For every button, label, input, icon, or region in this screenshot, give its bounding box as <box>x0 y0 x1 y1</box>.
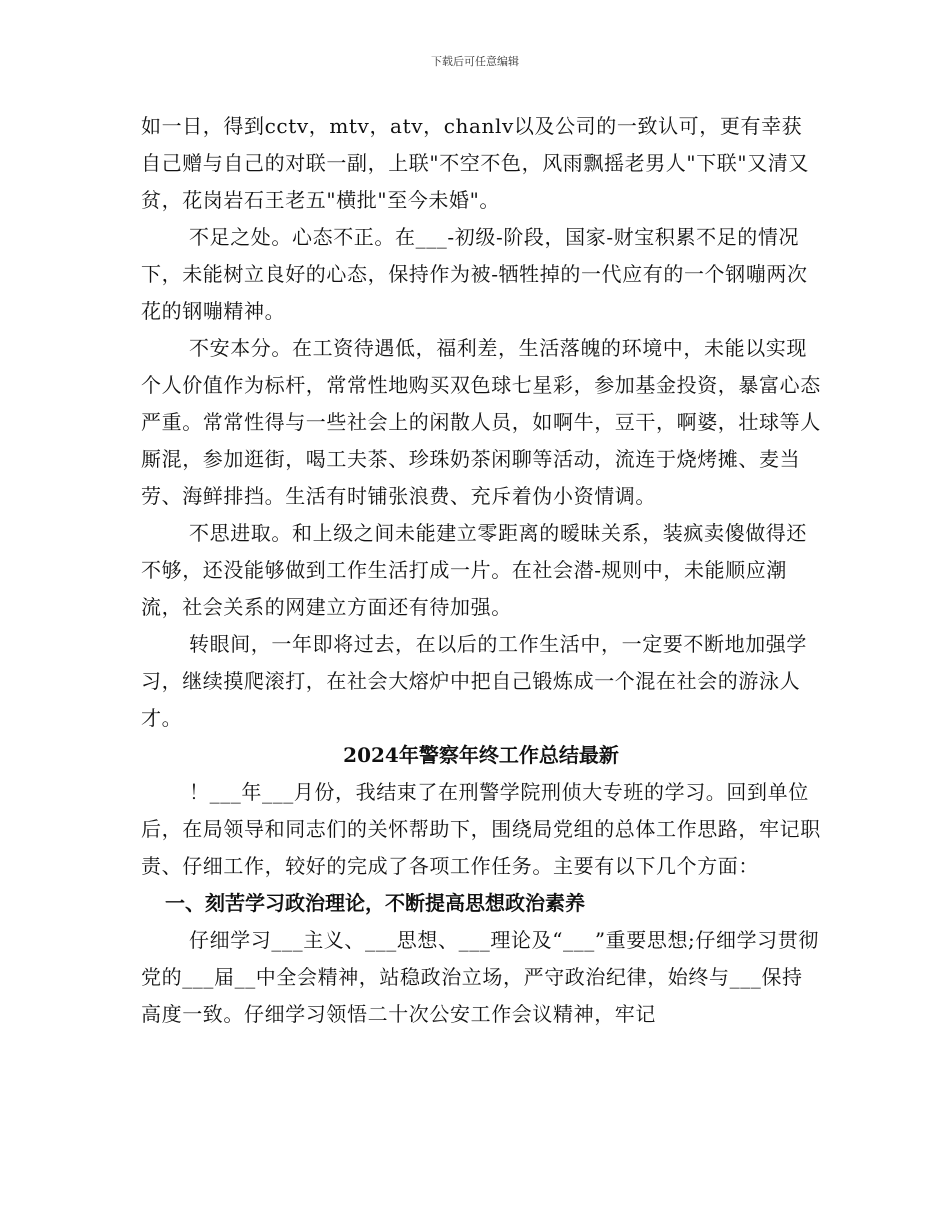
section-heading-1: 一、刻苦学习政治理论，不断提高思想政治素养 <box>165 891 585 915</box>
paragraph-shortcomings-mindset: 不足之处。心态不正。在___-初级-阶段，国家-财宝积累不足的情况下，未能树立良好的心态，保持作为被-牺牲掉的一代应有的一个钢嘣两次花的钢嘣精神。 <box>141 225 808 323</box>
page-header: 下载后可任意编辑 <box>431 55 519 68</box>
paragraph-continuation: 如一日，得到cctv，mtv，atv，chanlv以及公司的一致认可，更有幸获自己赠与自己的对联一副，上联"不空不色，风雨飘摇老男人"下联"又清又贫，花岗岩石王老五"横批"至今未婚"。 <box>141 114 809 212</box>
paragraph-restless: 不安本分。在工资待遇低，福利差，生活落魄的环境中，未能以实现个人价值作为标杆，常常性地购买双色球七星彩，参加基金投资，暴富心态严重。常常性得与一些社会上的闲散人员，如啊牛，豆干，啊婆，壮球等人厮混，参加逛街，喝工夫茶、珍珠奶茶闲聊等活动，流连于烧烤摊、麦当劳、海鲜排挡。生活有时铺张浪费、充斥着伪小资情调。 <box>141 336 821 508</box>
paragraph-conclusion: 转眼间，一年即将过去，在以后的工作生活中，一定要不断地加强学习，继续摸爬滚打，在社会大熔炉中把自己锻炼成一个混在社会的游泳人才。 <box>141 632 807 730</box>
paragraph-study: 仔细学习___主义、___思想、___理论及“___”重要思想;仔细学习贯彻党的___届__中全会精神，站稳政治立场，严守政治纪律，始终与___保持高度一致。仔细学习领悟二十次公安工作会议精神，牢记 <box>141 928 819 1026</box>
document-title: 2024年警察年终工作总结最新 <box>343 743 619 767</box>
document-body <box>141 108 821 1033</box>
paragraph-intro: ！___年___月份，我结束了在刑警学院刑侦大专班的学习。回到单位后，在局领导和同志们的关怀帮助下，围绕局党组的总体工作思路，牢记职责、仔细工作，较好的完成了各项工作任务。主要有以下几个方面： <box>141 780 821 878</box>
paragraph-no-progress: 不思进取。和上级之间未能建立零距离的暧昧关系，装疯卖傻做得还不够，还没能够做到工作生活打成一片。在社会潜-规则中，未能顺应潮流，社会关系的网建立方面还有待加强。 <box>141 521 807 619</box>
